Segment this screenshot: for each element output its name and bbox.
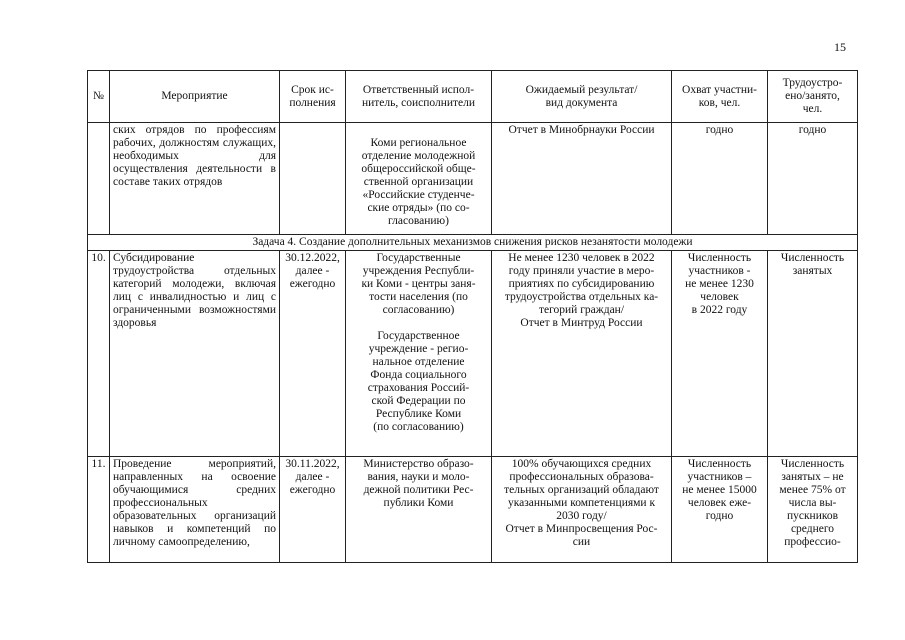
table-row (88, 457, 858, 563)
table-header-row (88, 71, 858, 123)
row-cont-responsible (346, 123, 492, 235)
row-11-employment: Численность занятых – не менее 75% от числа вы- пускников среднего профессио- (768, 457, 858, 563)
row-cont-term (280, 123, 346, 235)
row-10-term: 30.12.2022, далее - ежегодно (280, 251, 346, 457)
row-11-result: 100% обучающихся средних профессиональных образова- тельных организаций обладают указанными компетенциями к 2030 году/ Отчет в Минпросвещения Рос- сии (492, 457, 672, 563)
task-heading-row (88, 235, 858, 251)
row-11-event: Проведение мероприятий, направленных на освоение обучающимися средних профессиональных образовательных организаций навыков и компетенций по личному самоопределению, (110, 457, 280, 563)
row-10-responsible-2: Государственное учреждение - регио- нальное отделение Фонда социального страхования Россий- ской Федерации по Республике Коми (по согласованию) (367, 330, 470, 433)
header-event: Мероприятие (110, 71, 280, 123)
row-11-coverage: Численность участников – не менее 15000 человек еже- годно (672, 457, 768, 563)
row-cont-coverage: годно (672, 123, 768, 235)
measures-table (87, 70, 858, 563)
row-cont-result: Отчет в Минобрнауки России (492, 123, 672, 235)
header-employment: Трудоустро- ено/занято, чел. (768, 71, 858, 123)
row-cont-event: ских отрядов по профессиям рабочих, должностям служащих, необходимых для осуществления деятельности в составе таких отрядов (110, 123, 280, 235)
row-10-responsible-1: Государственные учреждения Республи- ки Коми - центры заня- тости населения (по согласованию) (361, 252, 476, 316)
row-10-event: Субсидирование трудоустройства отдельных категорий молодежи, включая лиц с инвалидностью и лиц с ограниченными возможностями здоровья (110, 251, 280, 457)
header-term: Срок ис- полнения (280, 71, 346, 123)
header-num: № (88, 71, 110, 123)
row-10-result: Не менее 1230 человек в 2022 году приняли участие в меро- приятиях по субсидированию трудоустройства отдельных ка- тегорий граждан/ Отчет в Минтруд России (492, 251, 672, 457)
table-row (88, 251, 858, 457)
row-cont-responsible-text: Коми региональное отделение молодежной общероссийской обще- ственной организации «Российские студенче- ские отряды» (по со- гласованию) (361, 137, 476, 227)
row-10-coverage: Численность участников - не менее 1230 человек в 2022 году (672, 251, 768, 457)
row-10-num: 10. (88, 251, 110, 457)
table-row (88, 123, 858, 235)
header-responsible: Ответственный испол- нитель, соисполнители (346, 71, 492, 123)
row-10-responsible (346, 251, 492, 457)
row-cont-employment: годно (768, 123, 858, 235)
page-number: 15 (834, 40, 846, 54)
row-11-num: 11. (88, 457, 110, 563)
row-11-term: 30.11.2022, далее - ежегодно (280, 457, 346, 563)
row-10-employment: Численность занятых (768, 251, 858, 457)
header-result: Ожидаемый результат/ вид документа (492, 71, 672, 123)
header-coverage: Охват участни- ков, чел. (672, 71, 768, 123)
row-11-responsible: Министерство образо- вания, науки и моло- дежной политики Рес- публики Коми (346, 457, 492, 563)
row-cont-num (88, 123, 110, 235)
task-4-heading: Задача 4. Создание дополнительных механизмов снижения рисков незанятости молодежи (88, 235, 858, 251)
